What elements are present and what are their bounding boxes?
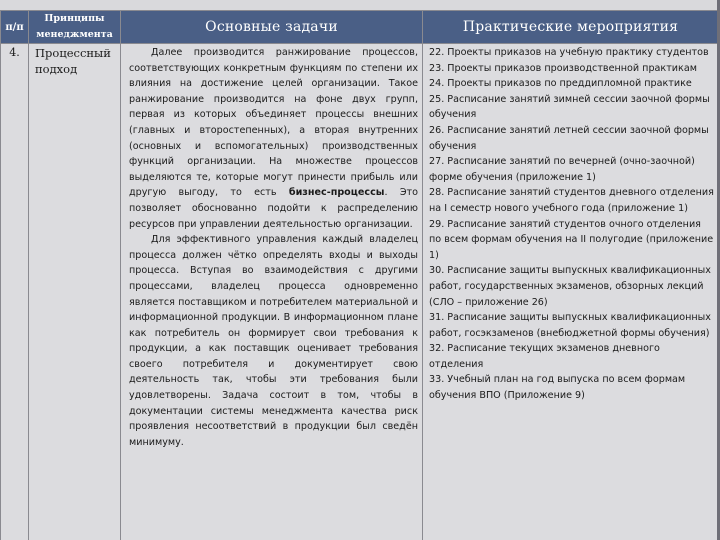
- action-item: 25. Расписание занятий зимней сессии заочной формы обучения: [429, 93, 710, 121]
- action-item: 33. Учебный план на год выпуска по всем формам обучения ВПО (Приложение 9): [429, 374, 686, 402]
- action-item: 24. Проекты приказов по преддипломной практике: [429, 78, 692, 90]
- header-actions: Практические мероприятия: [423, 11, 719, 44]
- tasks-paragraph-2: Для эффективного управления каждый владелец процесса должен чётко определять входы и выходы процесса. Вступая во взаимодействия с другими процессами, владелец процесса одновременно является поставщиком и потребителем материальной и информационной продукции. В информационном плане как потребитель он формирует свои требования к продукции, а как поставщик оценивает требования своего потребителя и документирует свою деятельность так, чтобы эти требования были удовлетворены. Задача состоит в том, чтобы в документации системы менеджмента качества риск проявления несоответствий в продукции был сведён минимуму.: [129, 234, 418, 448]
- action-item: 28. Расписание занятий студентов дневного отделения на I семестр нового учебного года (приложение 1): [429, 187, 714, 214]
- row-tasks: [121, 44, 423, 540]
- management-principles-table: [0, 10, 719, 540]
- tasks-p1-text: Далее производится ранжирование процессов, соответствующих конкретным функциям по степени их влияния на достижение целей организации. Такое ранжирование производится на фоне двух групп, первая из которых объединяет процессы внешних (главных и второстепенных), а вторая внутренних (основных и вспомогательных) производственных функций организации. На множестве процессов выделяются те, которые могут принести прибыль или другую выгоду, то есть: [129, 47, 418, 199]
- row-num: 4.: [1, 44, 29, 540]
- tasks-p1-bold-term: бизнес-процессы: [288, 187, 385, 199]
- action-item: 23. Проекты приказов производственной практикам: [429, 62, 697, 74]
- action-item: 30. Расписание защиты выпускных квалификационных работ, государственных экзаменов, обзорных лекций (СЛО – приложение 26): [429, 265, 711, 308]
- tasks-p1-text-end: . Это позволяет обоснованно подойти к распределению ресурсов при управлении деятельностью организации.: [129, 187, 418, 230]
- tasks-paragraph-1: [129, 45, 418, 232]
- table-header-row: [1, 11, 719, 44]
- action-item: 22. Проекты приказов на учебную практику студентов: [429, 47, 709, 58]
- header-num: п/п: [1, 11, 29, 44]
- action-item: 26. Расписание занятий летней сессии заочной формы обучения: [429, 124, 709, 152]
- row-actions: [423, 44, 719, 540]
- action-item: 29. Расписание занятий студентов очного отделения по всем формам обучения на II полугодие (приложение 1): [429, 218, 714, 261]
- header-tasks: Основные задачи: [121, 11, 423, 44]
- action-item: 32. Расписание текущих экзаменов дневного отделения: [429, 343, 660, 370]
- table-row: [1, 44, 719, 540]
- action-item: 31. Расписание защиты выпускных квалификационных работ, госэкзаменов (внебюджетной формы обучения): [429, 312, 711, 339]
- header-principle: Принципы менеджмента: [29, 11, 121, 44]
- action-item: 27. Расписание занятий по вечерней (очно-заочной) форме обучения (приложение 1): [429, 156, 695, 183]
- row-principle: Процессный подход: [29, 44, 121, 540]
